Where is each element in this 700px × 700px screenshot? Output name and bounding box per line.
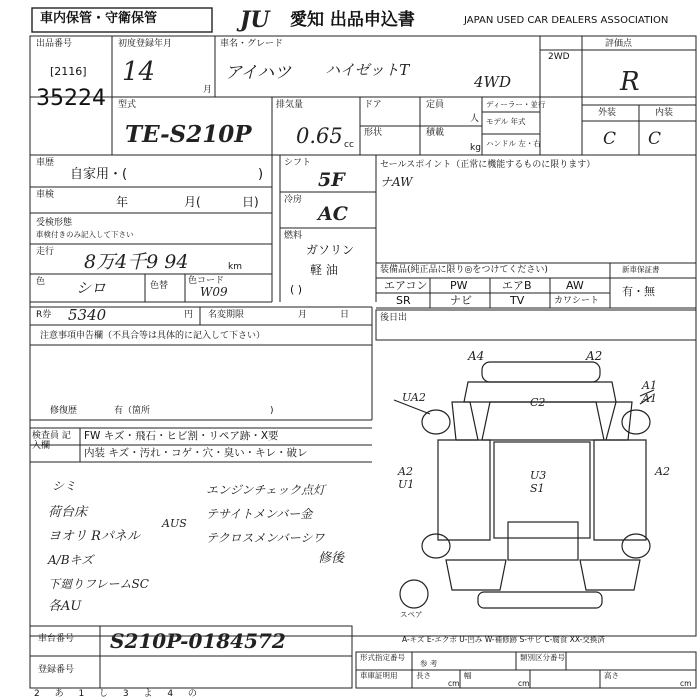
form-title: 愛知 出品申込書 bbox=[290, 10, 415, 30]
bottom-box-label: 長さ bbox=[416, 671, 431, 680]
color-label: 色 bbox=[36, 277, 46, 287]
inspector-note-right: テクロスメンバーシワ bbox=[206, 531, 325, 545]
rear-seat-label: 後日出 bbox=[380, 313, 408, 323]
bottom-box-label: 車庫証明用 bbox=[360, 671, 398, 680]
name-change-label: 名変期限 bbox=[208, 310, 245, 320]
color-value: シロ bbox=[76, 279, 107, 297]
overall-grade: R bbox=[620, 67, 640, 97]
recycle-label: R券 bbox=[36, 310, 52, 320]
warranty-label: 新車保証書 bbox=[622, 265, 660, 274]
equipment-leather: カワシート bbox=[554, 296, 600, 306]
notes-label: 注意事項申告欄（不具合等は具体的に記入して下さい） bbox=[40, 331, 266, 341]
damage-mark: A2 bbox=[586, 349, 603, 363]
inspector-note: A/Bキズ bbox=[48, 553, 94, 567]
exterior-label: 外装 bbox=[598, 108, 617, 118]
fuel-label: 燃料 bbox=[284, 231, 303, 241]
displacement-unit: cc bbox=[344, 140, 354, 150]
inspector-note: ヨオリ Rパネル bbox=[48, 529, 140, 544]
damage-mark: A1 bbox=[642, 379, 657, 392]
inspection-month: 月( bbox=[184, 195, 201, 209]
registration-label: 初度登録年月 bbox=[118, 39, 173, 49]
inspector-row-windshield: FW キズ・飛石・ヒビ割・リペア跡・X要 bbox=[84, 430, 279, 442]
reg-mark-sub: 車検付きのみ記入して下さい bbox=[36, 230, 134, 239]
mileage-unit: km bbox=[228, 262, 242, 272]
damage-mark: A2 bbox=[655, 465, 670, 478]
aircon-label: 冷房 bbox=[284, 195, 303, 205]
mileage-label: 走行 bbox=[36, 247, 55, 257]
load-unit: kg bbox=[470, 143, 481, 153]
mileage-value: 8万4千9 94 bbox=[84, 251, 189, 273]
ju-logo: JU bbox=[240, 7, 270, 33]
inspector-note: シミ bbox=[52, 479, 77, 493]
damage-mark: U3 S1 bbox=[530, 469, 547, 495]
type-label: 型式 bbox=[118, 100, 137, 110]
door-label: ドア bbox=[364, 100, 382, 110]
capacity-label: 定員 bbox=[426, 100, 445, 110]
history-value: 自家用・( bbox=[70, 167, 128, 182]
type-value: TE-S210P bbox=[125, 121, 252, 148]
exterior-grade: C bbox=[603, 129, 617, 149]
fuel-diesel: 軽 油 bbox=[310, 263, 338, 277]
history-label: 車歴 bbox=[36, 158, 55, 168]
lot-label: 出品番号 bbox=[36, 39, 73, 49]
warranty-value: 有・無 bbox=[622, 285, 655, 298]
inspection-label: 車検 bbox=[36, 190, 55, 200]
repair-close: ) bbox=[270, 406, 274, 416]
name-change-month: 月 bbox=[298, 310, 308, 320]
sales-point-label: セールスポイント（正常に機能するものに限ります） bbox=[380, 160, 596, 170]
name-change-day: 日 bbox=[340, 310, 350, 320]
color-change-label: 色替 bbox=[150, 281, 169, 291]
displacement-label: 排気量 bbox=[276, 100, 304, 110]
repair-value: 有（箇所 bbox=[114, 406, 151, 416]
bottom-box-label: cm bbox=[680, 679, 692, 688]
chassis-label: 車台番号 bbox=[38, 634, 75, 644]
damage-legend: A-キズ E-エクボ U-凹み W-補修跡 S-サビ C-腐食 XX-交換済 bbox=[402, 635, 605, 644]
inspector-label: 検査員 記入欄 bbox=[32, 431, 71, 452]
equipment-tv: TV bbox=[510, 294, 525, 307]
vehicle-diagram bbox=[394, 362, 654, 608]
lot-small-number: [2116] bbox=[50, 65, 87, 78]
bottom-box-label: 高さ bbox=[604, 671, 619, 680]
inspector-note: 下廻りフレームSC bbox=[48, 577, 149, 591]
equipment-label: 装備品(純正品に限り◎をつけてください) bbox=[380, 265, 548, 275]
handle-label: ハンドル 左・右 bbox=[486, 139, 541, 148]
bottom-box-label: cm bbox=[518, 679, 530, 688]
bottom-box-label: cm bbox=[448, 679, 460, 688]
history-close: ) bbox=[258, 167, 264, 182]
inspector-note-right: 修後 bbox=[318, 551, 345, 566]
bottom-box-label: 形式指定番号 bbox=[360, 653, 405, 662]
aircon-value: AC bbox=[318, 203, 348, 225]
drive-type: 4WD bbox=[474, 73, 511, 91]
color-code-value: W09 bbox=[200, 285, 228, 299]
repair-label: 修復歴 bbox=[50, 406, 78, 416]
reg-mark-label: 受検形態 bbox=[36, 218, 73, 228]
inspection-year: 年 bbox=[116, 195, 129, 209]
dealer-label: ディーラー・並行 bbox=[486, 100, 546, 109]
reg-number-label: 登録番号 bbox=[38, 665, 75, 675]
shift-value: 5F bbox=[318, 169, 345, 191]
association-name: JAPAN USED CAR DEALERS ASSOCIATION bbox=[464, 15, 669, 26]
equipment-pw: PW bbox=[450, 279, 468, 292]
model-label: 車名・グレード bbox=[220, 39, 284, 49]
damage-mark: A1 bbox=[642, 392, 657, 405]
model-name: アイハツ bbox=[225, 63, 292, 83]
color-code-label: 色コード bbox=[188, 276, 225, 286]
sales-point-value: ナAW bbox=[380, 175, 413, 189]
storage-title: 車内保管・守衛保管 bbox=[40, 11, 158, 26]
damage-mark: C2 bbox=[530, 396, 546, 409]
inspector-row-interior: 内装 キズ・汚れ・コゲ・穴・臭い・キレ・破レ bbox=[84, 447, 308, 459]
equipment-navi: ナビ bbox=[450, 294, 472, 307]
inspector-note: 各AU bbox=[48, 599, 82, 614]
interior-grade: C bbox=[648, 129, 662, 149]
aus-mark: AUS bbox=[162, 517, 187, 530]
capacity-unit: 人 bbox=[470, 114, 480, 124]
model-year-label: モデル 年式 bbox=[486, 117, 526, 126]
equipment-aw: AW bbox=[566, 279, 584, 292]
model-grade: ハイゼットT bbox=[325, 61, 410, 79]
chassis-number: S210P-0184572 bbox=[110, 629, 286, 653]
equipment-airbag: エアB bbox=[502, 279, 532, 292]
equipment-sr: SR bbox=[396, 294, 411, 307]
load-label: 積載 bbox=[426, 128, 445, 138]
bottom-strip: 2 あ 1 し 3 よ 4 の bbox=[34, 689, 203, 699]
displacement-value: 0.65 bbox=[296, 124, 343, 148]
bottom-box-label: 幅 bbox=[464, 671, 472, 680]
2wd-label: 2WD bbox=[548, 52, 570, 62]
shape-label: 形状 bbox=[364, 128, 383, 138]
inspector-note-right: テサイトメンバー金 bbox=[206, 507, 313, 521]
spare-tire-label: スペア bbox=[400, 610, 423, 619]
damage-mark: A4 bbox=[468, 349, 485, 363]
damage-mark: A2 U1 bbox=[398, 465, 415, 491]
recycle-unit: 円 bbox=[184, 310, 194, 320]
fuel-gasoline: ガソリン bbox=[306, 243, 355, 257]
recycle-value: 5340 bbox=[68, 306, 107, 324]
bottom-box-label: 類別区分番号 bbox=[520, 653, 565, 662]
inspector-note: 荷台床 bbox=[48, 505, 88, 520]
grade-label: 評価点 bbox=[605, 39, 633, 49]
registration-month-unit: 月 bbox=[203, 85, 213, 95]
fuel-other: ( ) bbox=[290, 283, 303, 296]
registration-year: 14 bbox=[122, 57, 156, 87]
interior-label: 内装 bbox=[655, 108, 674, 118]
damage-mark: UA2 bbox=[402, 391, 426, 404]
lot-number: 35224 bbox=[36, 86, 106, 111]
inspector-note-right: エンジンチェック点灯 bbox=[206, 483, 326, 497]
bottom-box-label: 参 考 bbox=[420, 659, 438, 668]
equipment-aircon: エアコン bbox=[384, 279, 428, 292]
shift-label: シフト bbox=[284, 158, 312, 168]
inspection-day: 日) bbox=[242, 195, 259, 209]
